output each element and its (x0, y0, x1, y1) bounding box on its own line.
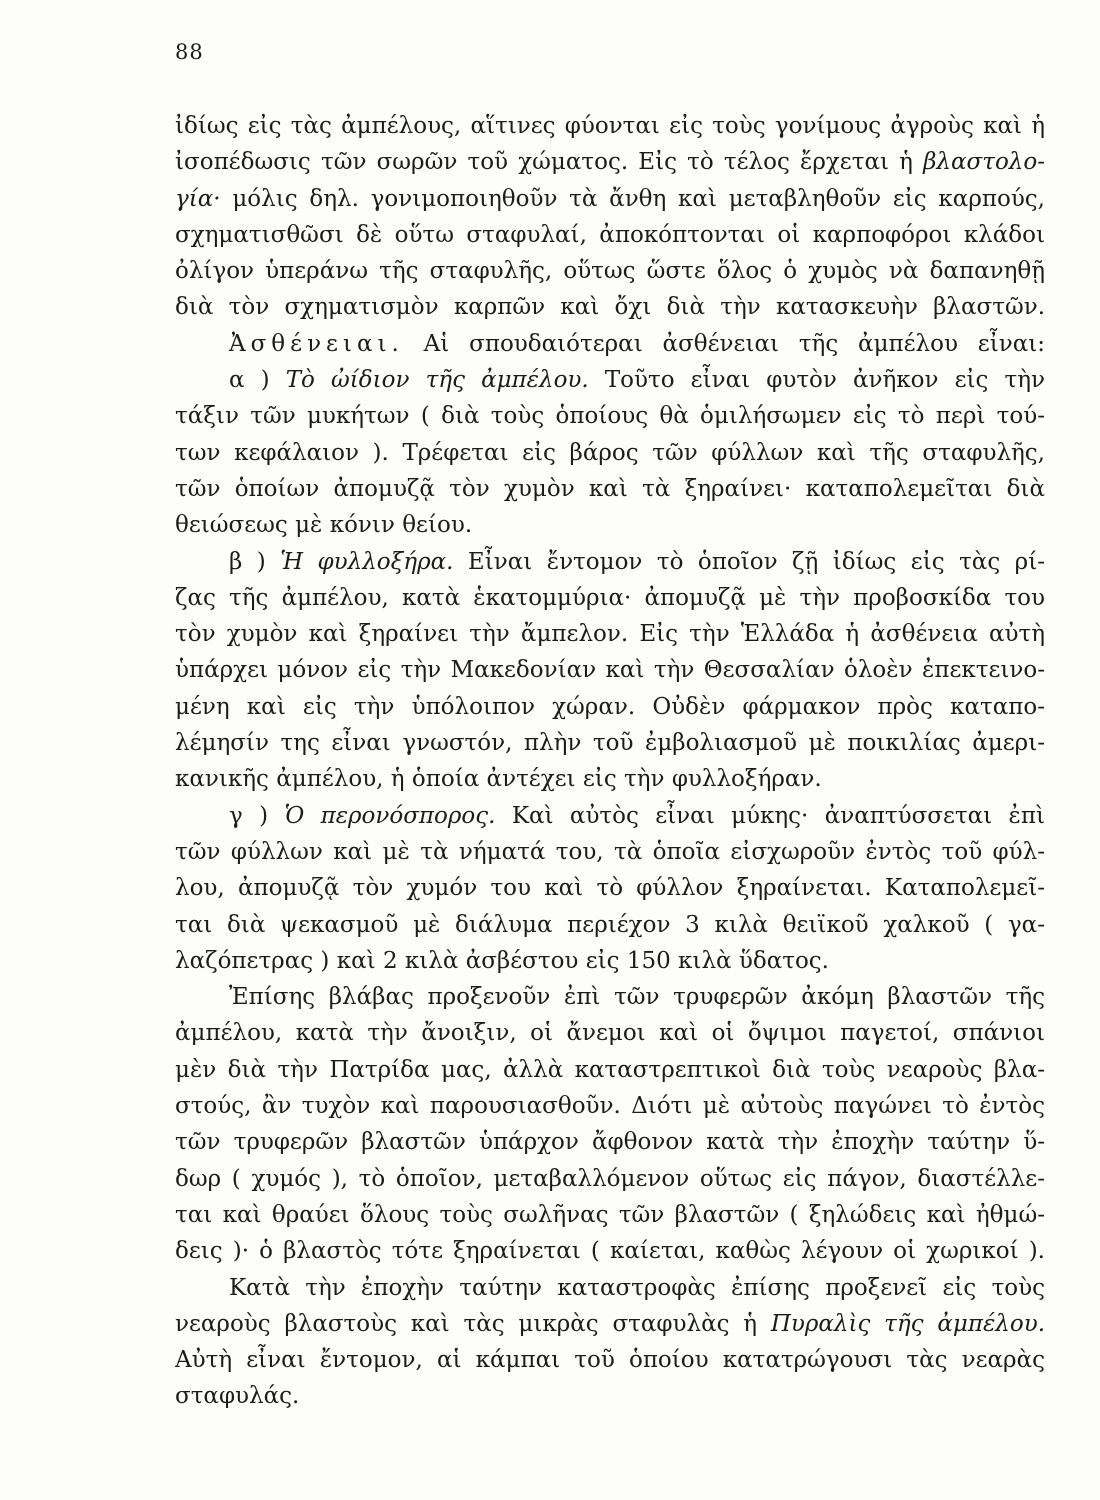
text-line (175, 181, 1045, 217)
text-run: τῶν ὁποίων ἀπομυζᾷ τὸν χυμὸν καὶ τὰ ξηραίνει· καταπολεμεῖται διὰ (175, 475, 1045, 502)
italic-run: βλαστολο- (923, 149, 1045, 176)
text-line (175, 1197, 1045, 1233)
text-line (175, 1015, 1045, 1051)
text-run: στούς, ἂν τυχὸν καὶ παρουσιασθοῦν. Διότι μὲ αὐτοὺς παγώνει τὸ ἐντὸς (175, 1093, 1045, 1120)
text-line (175, 435, 1045, 471)
text-run: λέμησίν της εἶναι γνωστόν, πλὴν τοῦ ἐμβολιασμοῦ μὲ ποικιλίας ἀμερι- (175, 730, 1045, 757)
text-line (175, 689, 1045, 725)
italic-run: Ὁ περονόσπορος. (284, 802, 496, 829)
text-line (175, 1052, 1045, 1088)
text-line (175, 580, 1045, 616)
text-run: διὰ τὸν σχηματισμὸν καρπῶν καὶ ὄχι διὰ τὴν κατασκευὴν βλαστῶν. (175, 294, 1045, 321)
text-line (175, 834, 1045, 870)
text-run: α ) (229, 367, 286, 394)
text-line (175, 1233, 1045, 1269)
text-run: β ) (229, 548, 281, 575)
text-run: τὸν χυμὸν καὶ ξηραίνει τὴν ἄμπελον. Εἰς τὴν Ἑλλάδα ἡ ἀσθένεια αὐτὴ (175, 621, 1045, 648)
text-line (175, 1124, 1045, 1160)
text-run: γ ) (229, 802, 285, 829)
text-run: ται διὰ ψεκασμοῦ μὲ διάλυμα περιέχον 3 κιλὰ θειϊκοῦ χαλκοῦ ( γα- (175, 911, 1045, 938)
text-run: ἰδίως εἰς τὰς ἀμπέλους, αἵτινες φύονται εἰς τοὺς γονίμους ἀγροὺς καὶ ἡ (175, 113, 1045, 139)
text-line (175, 1306, 1045, 1342)
text-run: δωρ ( χυμός ), τὸ ὁποῖον, μεταβαλλόμενον οὕτως εἰς πάγον, διαστέλλε- (175, 1165, 1045, 1192)
text-run: θειώσεως μὲ κόνιν θείου. (175, 512, 473, 539)
italic-run: Ἡ φυλλοξήρα. (280, 548, 454, 575)
text-run: Αὐτὴ εἶναι ἔντομον, αἱ κάμπαι τοῦ ὁποίου κατατρώγουσι τὰς νεαρὰς (175, 1347, 1045, 1374)
text-run: τῶν φύλλων καὶ μὲ τὰ νήματά του, τὰ ὁποῖα εἰσχωροῦν ἐντὸς τοῦ φύλ- (175, 838, 1045, 865)
text-run: Τοῦτο εἶναι φυτὸν ἀνῆκον εἰς τὴν (588, 367, 1045, 394)
text-run: ὀλίγον ὑπεράνω τῆς σταφυλῆς, οὕτως ὥστε ὅλος ὁ χυμὸς νὰ δαπανηθῇ (175, 258, 1045, 285)
text-run: ζας τῆς ἀμπέλου, κατὰ ἑκατομμύρια· ἀπομυζᾷ μὲ τὴν προβοσκίδα του (175, 584, 1045, 611)
text-run: λαζόπετρας ) καὶ 2 κιλὰ ἀσβέστου εἰς 150 κιλὰ ὕδατος. (175, 947, 829, 974)
text-run: νεαροὺς βλαστοὺς καὶ τὰς μικρὰς σταφυλὰς ἡ (175, 1310, 771, 1337)
text-line (175, 798, 1045, 834)
text-run: ἰσοπέδωσις τῶν σωρῶν τοῦ χώματος. Εἰς τὸ τέλος ἔρχεται ἡ (175, 149, 924, 176)
text-line (175, 544, 1045, 580)
body-text (175, 108, 1045, 1415)
text-run: Καὶ αὐτὸς εἶναι μύκης· ἀναπτύσσεται ἐπὶ (495, 802, 1045, 829)
text-run: τῶν τρυφερῶν βλαστῶν ὑπάρχον ἄφθονον κατὰ τὴν ἐποχὴν ταύτην ὕ- (175, 1129, 1045, 1156)
text-run: σχηματισθῶσι δὲ οὕτω σταφυλαί, ἀποκόπτονται οἱ καρποφόροι κλάδοι (175, 221, 1045, 248)
text-line (175, 761, 1045, 797)
text-line (175, 1088, 1045, 1124)
text-line (175, 253, 1045, 289)
text-line (175, 507, 1045, 543)
text-run: Αἱ σπουδαιότεραι ἀσθένειαι τῆς ἀμπέλου εἶναι: (403, 330, 1045, 357)
text-line (175, 1342, 1045, 1378)
text-line (175, 979, 1045, 1015)
text-run: Εἶναι ἔντομον τὸ ὁποῖον ζῇ ἰδίως εἰς τὰς ρί- (453, 548, 1045, 575)
text-line (175, 1378, 1045, 1414)
text-run: ὑπάρχει μόνον εἰς τὴν Μακεδονίαν καὶ τὴν Θεσσαλίαν ὁλοὲν ἐπεκτεινο- (175, 657, 1045, 684)
text-run: ἀμπέλου, κατὰ τὴν ἄνοιξιν, οἱ ἄνεμοι καὶ οἱ ὄψιμοι παγετοί, σπάνιοι (175, 1020, 1045, 1047)
text-line (175, 362, 1045, 398)
text-run: Ἐπίσης βλάβας προξενοῦν ἐπὶ τῶν τρυφερῶν ἀκόμη βλαστῶν τῆς (229, 984, 1045, 1011)
italic-run: γία· (175, 185, 221, 212)
text-line (175, 144, 1045, 180)
text-line (175, 943, 1045, 979)
text-line (175, 725, 1045, 761)
text-line (175, 870, 1045, 906)
italic-run: Πυραλὶς τῆς ἀμπέλου. (770, 1310, 1045, 1337)
text-run: λου, ἀπομυζᾷ τὸν χυμόν του καὶ τὸ φύλλον ξηραίνεται. Καταπολεμεῖ- (175, 875, 1045, 902)
text-line (175, 907, 1045, 943)
page-number: 88 (175, 40, 204, 64)
text-run: δεις )· ὁ βλαστὸς τότε ξηραίνεται ( καίεται, καθὼς λέγουν οἱ χωρικοί ). (175, 1238, 1045, 1265)
text-run: σταφυλάς. (175, 1383, 300, 1410)
text-run: των κεφάλαιον ). Τρέφεται εἰς βάρος τῶν φύλλων καὶ τῆς σταφυλῆς, (175, 439, 1045, 466)
text-line (175, 1161, 1045, 1197)
text-line (175, 217, 1045, 253)
text-run: μὲν διὰ τὴν Πατρίδα μας, ἀλλὰ καταστρεπτικοὶ διὰ τοὺς νεαροὺς βλα- (175, 1056, 1045, 1083)
text-line (175, 616, 1045, 652)
text-line (175, 108, 1045, 144)
text-line (175, 326, 1045, 362)
text-run: τάξιν τῶν μυκήτων ( διὰ τοὺς ὁποίους θὰ ὁμιλήσωμεν εἰς τὸ περὶ τού- (175, 403, 1045, 430)
text-line (175, 471, 1045, 507)
text-run: κανικῆς ἀμπέλου, ἡ ὁποία ἀντέχει εἰς τὴν φυλλοξήραν. (175, 766, 822, 793)
text-line (175, 652, 1045, 688)
italic-run: Τὸ ὠίδιον τῆς ἀμπέλου. (285, 367, 589, 394)
text-line (175, 289, 1045, 325)
text-line (175, 398, 1045, 434)
spaced-heading: Ἀσθένειαι. (229, 330, 404, 357)
text-run: μένη καὶ εἰς τὴν ὑπόλοιπον χώραν. Οὐδὲν φάρμακον πρὸς καταπο- (175, 693, 1045, 720)
text-run: μόλις δηλ. γονιμοποιηθοῦν τὰ ἄνθη καὶ μεταβληθοῦν εἰς καρπούς, (220, 185, 1045, 212)
text-run: ται καὶ θραύει ὅλους τοὺς σωλῆνας τῶν βλαστῶν ( ξηλώδεις καὶ ἠθμώ- (175, 1201, 1045, 1228)
text-line (175, 1270, 1045, 1306)
text-run: Κατὰ τὴν ἐποχὴν ταύτην καταστροφὰς ἐπίσης προξενεῖ εἰς τοὺς (229, 1274, 1045, 1301)
